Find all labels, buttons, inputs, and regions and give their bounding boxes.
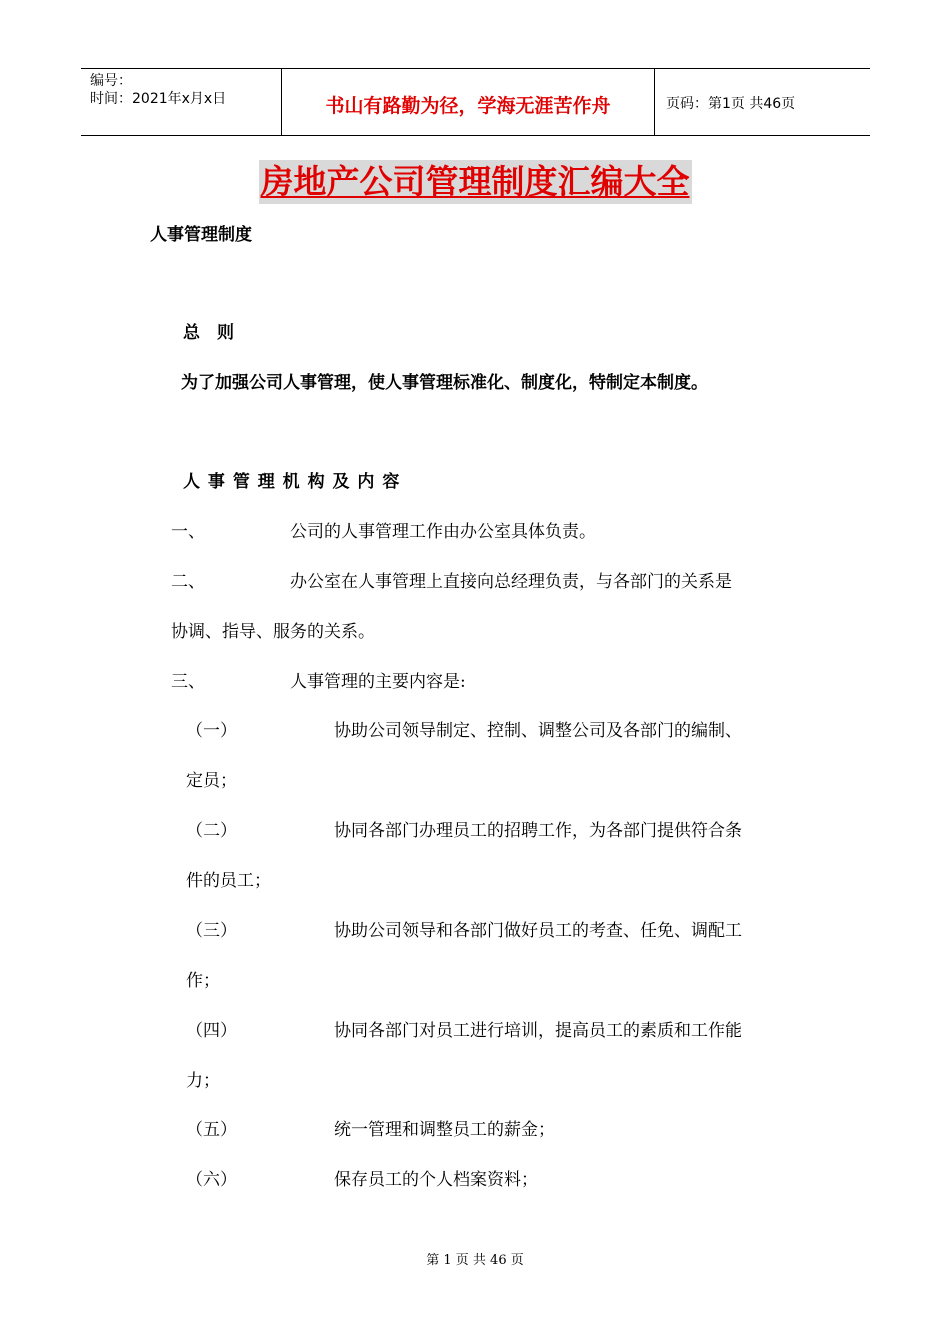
header-meta-cell [81,69,282,135]
sub-item-4-cont: 力； [186,1071,220,1091]
header-time-label: 时间：2021年x月x日 [90,91,227,107]
header-code-label: 编号： [90,73,132,89]
sub-item-4-num: （四） [186,1021,237,1041]
section-heading: 人事管理制度 [150,225,252,245]
header-motto: 书山有路勤为径，学海无涯苦作舟 [282,69,655,135]
sub-item-3-text: 协助公司领导和各部门做好员工的考查、任免、调配工 [334,921,742,941]
sub-item-6-text: 保存员工的个人档案资料； [334,1170,538,1190]
sub-item-3-num: （三） [186,921,237,941]
header-table [81,68,870,136]
org-item-2-text: 办公室在人事管理上直接向总经理负责，与各部门的关系是 [290,572,732,592]
sub-item-2-text: 协同各部门办理员工的招聘工作，为各部门提供符合条 [334,821,742,841]
org-item-1-text: 公司的人事管理工作由办公室具体负责。 [290,522,596,542]
sub-item-6-num: （六） [186,1170,237,1190]
document-title: 房地产公司管理制度汇编大全 [259,160,692,204]
org-item-3-text: 人事管理的主要内容是: [290,672,466,692]
sub-item-5-num: （五） [186,1120,237,1140]
sub-item-1-num: （一） [186,721,237,741]
org-item-3-num: 三、 [171,672,205,692]
sub-item-1-text: 协助公司领导制定、控制、调整公司及各部门的编制、 [334,721,742,741]
sub-item-3-cont: 作； [186,971,220,991]
sub-item-2-num: （二） [186,821,237,841]
sub-item-4-text: 协同各部门对员工进行培训，提高员工的素质和工作能 [334,1021,742,1041]
org-heading: 人 事 管 理 机 构 及 内 容 [183,472,401,492]
org-item-2-num: 二、 [171,572,205,592]
sub-item-2-cont: 件的员工； [186,871,271,891]
org-item-1-num: 一、 [171,522,205,542]
page-footer: 第 1 页 共 46 页 [426,1253,524,1268]
org-item-2-cont: 协调、指导、服务的关系。 [171,622,375,642]
sub-item-1-cont: 定员； [186,771,237,791]
header-page-info: 页码：第1页 共46页 [666,96,796,112]
sub-item-5-text: 统一管理和调整员工的薪金； [334,1120,555,1140]
general-heading: 总 则 [183,323,234,343]
document-title-wrap [0,160,950,204]
general-text: 为了加强公司人事管理，使人事管理标准化、制度化，特制定本制度。 [181,373,708,393]
